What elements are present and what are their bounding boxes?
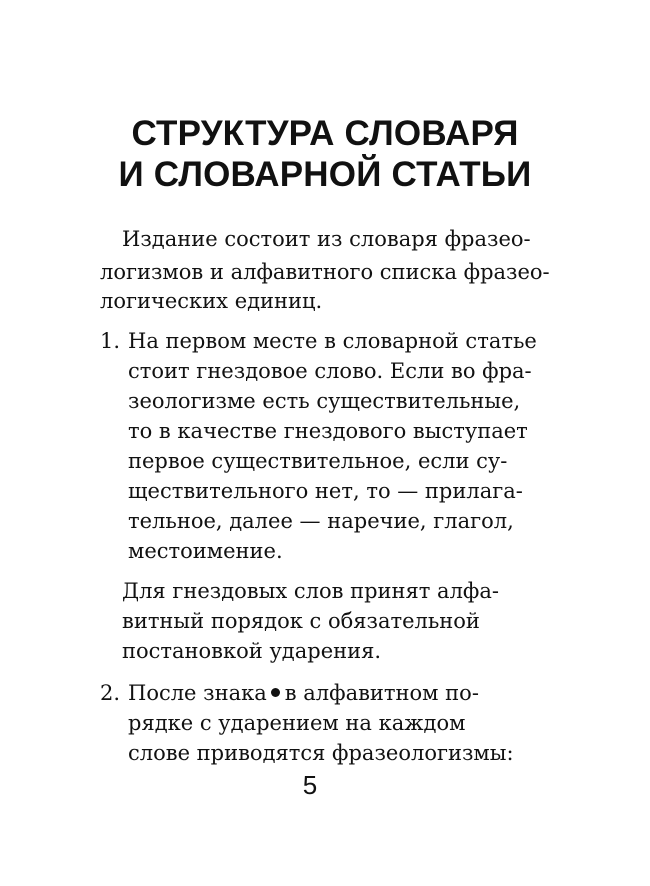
list-item-text: После знака [128, 681, 267, 705]
intro-line: логизмов и алфавитного списка фразео- [100, 260, 550, 284]
list-item-line: слове приводятся фразеологизмы: [128, 741, 514, 765]
list-item-line: тельное, далее — наречие, глагол, [128, 509, 514, 533]
page-title-line-2: И СЛОВАРНОЙ СТАТЬИ [118, 155, 532, 194]
list-item-text: в алфавитном по- [284, 681, 479, 705]
note-line: постановкой ударения. [122, 639, 382, 663]
page-number: 5 [302, 770, 318, 800]
list-item-line: стоит гнездовое слово. Если во фра- [128, 359, 532, 383]
list-item-line: ществительного нет, то — прилага- [128, 479, 523, 503]
list-item-line: местоимение. [128, 539, 283, 563]
list-item-line: первое существительное, если су- [128, 449, 508, 473]
list-item-number: 1. [100, 329, 121, 353]
list-item-number: 2. [100, 681, 121, 705]
intro-line: логических единиц. [100, 289, 323, 313]
intro-line: Издание состоит из словаря фразео- [122, 227, 531, 251]
list-item-line: то в качестве гнездового выступает [128, 419, 528, 443]
list-item-line: На первом месте в словарной статье [128, 329, 537, 353]
note-line: витный порядок с обязательной [122, 609, 480, 633]
page-title-line-1: СТРУКТУРА СЛОВАРЯ [131, 114, 519, 153]
bullet-icon [271, 688, 280, 697]
list-item-line: зеологизме есть существительные, [128, 389, 521, 413]
list-item-line [128, 683, 479, 704]
note-line: Для гнездовых слов принят алфа- [122, 579, 499, 603]
list-item-line: рядке с ударением на каждом [128, 711, 466, 735]
